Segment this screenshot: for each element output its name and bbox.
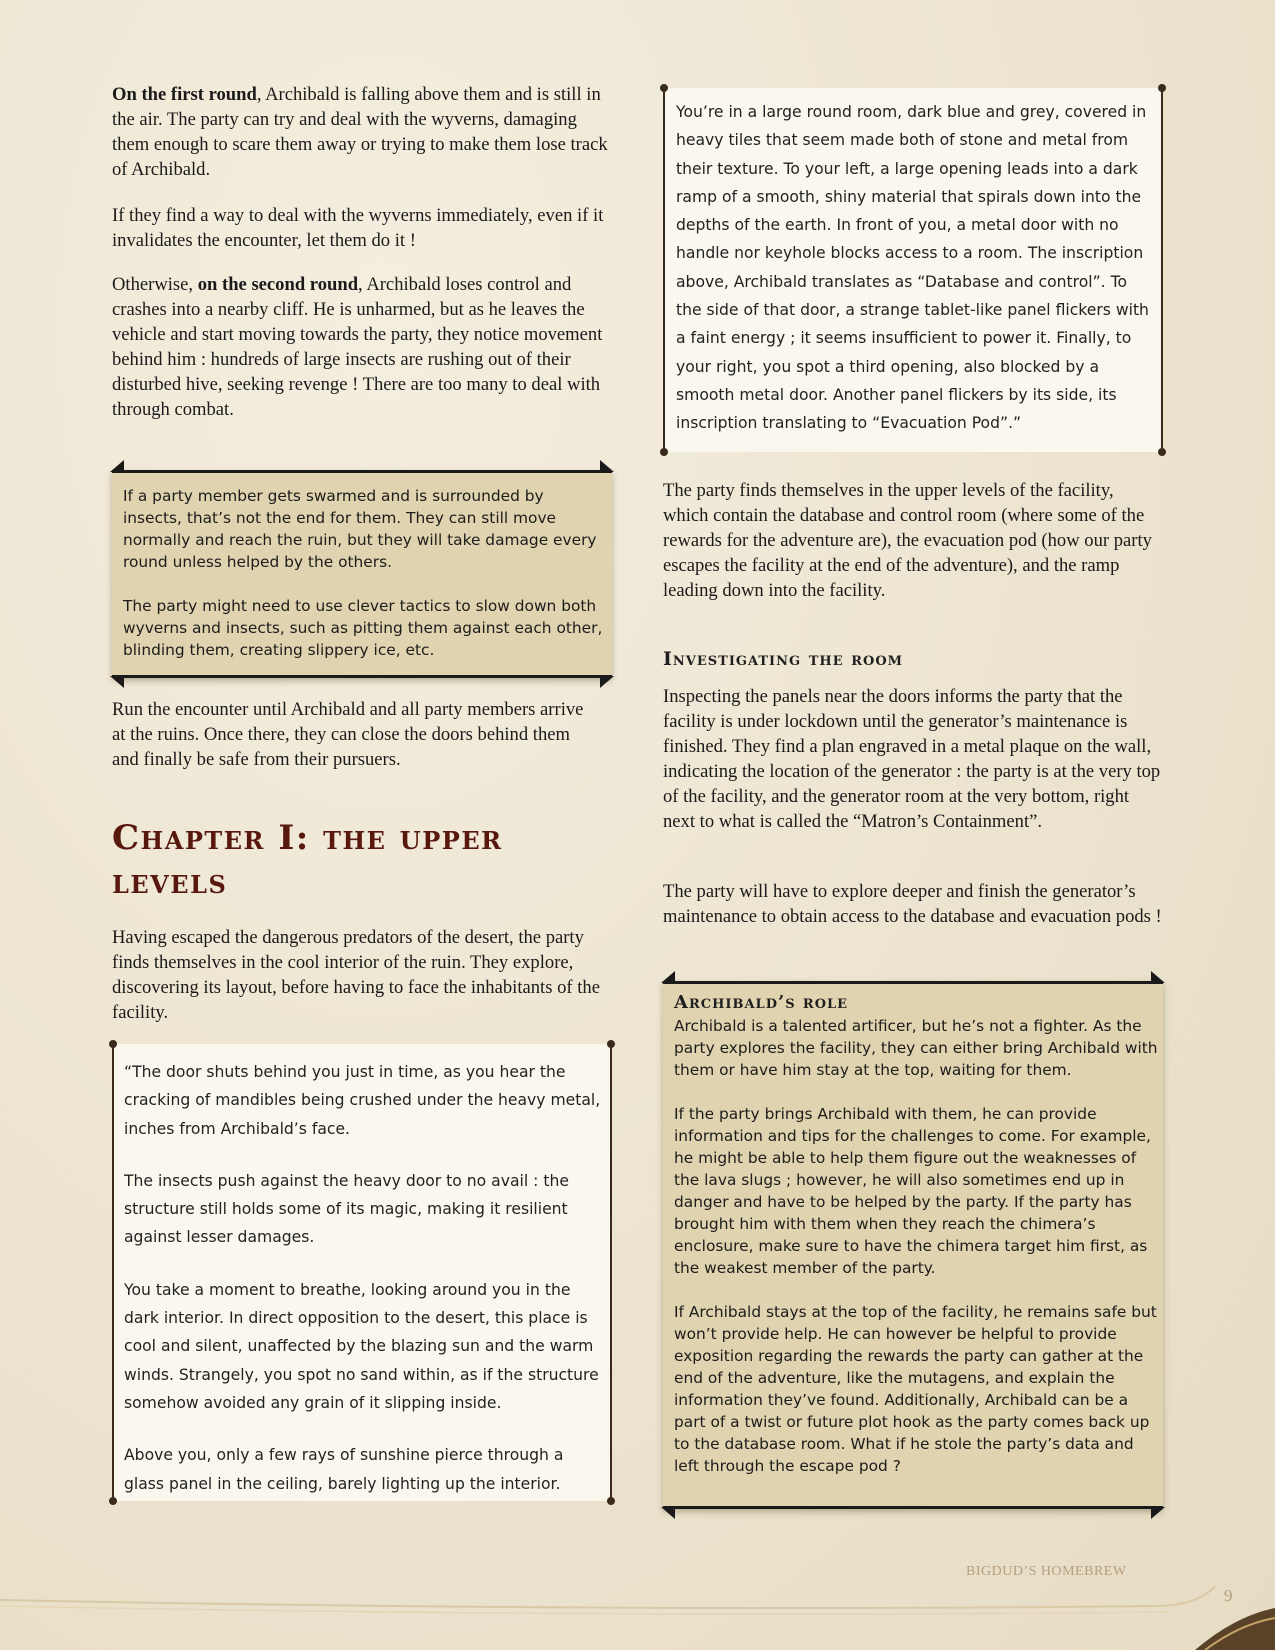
readbox-left-border	[663, 88, 665, 452]
readbox-left-border	[112, 1044, 114, 1501]
note-top-bar	[112, 470, 612, 473]
readbox-corner-dot	[660, 448, 668, 456]
note-archibald-p2: If the party brings Archibald with them, he can provide information and tips for the challenges to come. For example, he might be able to help them figure out the weaknesses of the lava slugs ; however, he will also sometimes end up in danger and have to be helped by the party. If the party has brought him with them when they reach the chimera’s enclosure, make sure to have the chimera target him first, as the weakest member of the party.	[674, 1105, 1151, 1277]
readbox-right-border	[1161, 88, 1163, 452]
paragraph-first-round	[112, 82, 612, 182]
readbox-corner-dot	[109, 1040, 117, 1048]
read-aloud-box-door	[112, 1044, 612, 1501]
readbox-door-p2: The insects push against the heavy door to no avail : the structure still holds some of its magic, making it resilient against lesser damages.	[124, 1171, 569, 1247]
note-archibald-p1: Archibald is a talented artificer, but he’s not a fighter. As the party explores the facility, they can either bring Archibald with them or have him stay at the top, waiting for them.	[674, 1017, 1158, 1079]
paragraph-second-round-text: , Archibald loses control and crashes into a nearby cliff. He is unharmed, but as he leaves the vehicle and start moving towards the party, they notice movement behind him : hundreds of large insects are rushing out of their disturbed hive, seeking revenge ! There are too many to deal with through combat.	[112, 274, 603, 420]
note-corner-ornament	[110, 676, 124, 688]
note-top-bar	[663, 981, 1163, 984]
chapter-title: Chapter I: the upper levels	[112, 818, 503, 902]
readbox-door-p1: “The door shuts behind you just in time, as you hear the cracking of mandibles being crushed under the heavy metal, inches from Archibald’s face.	[124, 1063, 601, 1138]
paragraph-explore-deeper: The party will have to explore deeper and finish the generator’s maintenance to obtain access to the database and evacuation pods !	[663, 881, 1162, 927]
readbox-door-p3: You take a moment to breathe, looking around you in the dark interior. In direct opposition to the desert, this place is cool and silent, unaffected by the blazing sun and the warm winds. Strangely, you spot no sand within, as if the structure somehow avoided any grain of it slipping inside.	[124, 1280, 599, 1412]
paragraph-run-encounter: Run the encounter until Archibald and all party members arrive at the ruins. Once there, they can close the doors behind them and finally be safe from their pursuers.	[112, 699, 584, 770]
note-corner-ornament	[110, 460, 124, 472]
note-corner-ornament	[1151, 1507, 1165, 1519]
readbox-right-border	[610, 1044, 612, 1501]
read-aloud-box-room	[663, 88, 1163, 452]
paragraph-second-round	[112, 272, 612, 422]
readbox-corner-dot	[660, 84, 668, 92]
note-bottom-bar	[112, 675, 612, 678]
note-corner-ornament	[661, 1507, 675, 1519]
note-bottom-bar	[663, 1506, 1163, 1509]
readbox-corner-dot	[1158, 448, 1166, 456]
note-corner-ornament	[1151, 971, 1165, 983]
bold-first-round: On the first round	[112, 84, 257, 105]
note-swarm-p1: If a party member gets swarmed and is surrounded by insects, that’s not the end for them. They can still move normally and reach the ruin, but they will take damage every round unless helped by the others.	[123, 487, 597, 571]
readbox-corner-dot	[607, 1040, 615, 1048]
note-corner-ornament	[661, 971, 675, 983]
readbox-corner-dot	[607, 1497, 615, 1505]
note-corner-ornament	[600, 460, 614, 472]
page-number: 9	[1224, 1586, 1233, 1605]
subhead-investigating: Investigating the room	[663, 648, 904, 670]
paragraph-first-round-text: , Archibald is falling above them and is still in the air. The party can try and deal with the wyverns, damaging them enough to scare them away or trying to make them lose track of Archibald.	[112, 84, 608, 180]
readbox-room-p1: You’re in a large round room, dark blue and grey, covered in heavy tiles that seem made both of stone and metal from their texture. To your left, a large opening leads into a dark ramp of a smooth, shiny material that spirals down into the depths of the earth. In front of you, a metal door with no handle nor keyhole blocks access to a room. The inscription above, Archibald translates as “Database and control”. To the side of that door, a strange tablet-like panel flickers with a faint energy ; it seems insufficient to power it. Finally, to your right, you spot a third opening, also blocked by a smooth metal door. Another panel flickers by its side, its inscription translating to “Evacuation Pod”.”	[676, 103, 1149, 433]
paragraph-deal-immediately: If they find a way to deal with the wyverns immediately, even if it invalidates the encounter, let them do it !	[112, 205, 604, 251]
readbox-door-p4: Above you, only a few rays of sunshine pierce through a glass panel in the ceiling, barely lighting up the interior.	[124, 1446, 564, 1493]
note-swarm-p2: The party might need to use clever tactics to slow down both wyverns and insects, such as pitting them against each other, blinding them, creating slippery ice, etc.	[123, 597, 603, 659]
bold-second-round: on the second round	[197, 274, 359, 295]
paragraph-upper-levels: The party finds themselves in the upper levels of the facility, which contain the database and control room (where some of the rewards for the adventure are), the evacuation pod (how our party escapes the facility at the end of the adventure), and the ramp leading down into the facility.	[663, 480, 1152, 601]
note-box-swarm	[112, 470, 612, 678]
readbox-corner-dot	[109, 1497, 117, 1505]
footer-title: BIGDUD’S HOMEBREW	[966, 1564, 1127, 1579]
readbox-corner-dot	[1158, 84, 1166, 92]
paragraph-inspecting: Inspecting the panels near the doors informs the party that the facility is under lockdown until the generator’s maintenance is finished. They find a plan engraved in a metal plaque on the wall, indicating the location of the generator : the party is at the very top of the facility, and the generator room at the very bottom, right next to what is called the “Matron’s Containment”.	[663, 686, 1161, 832]
note-archibald-title: Archibald’s role	[674, 992, 849, 1013]
paragraph-escaped: Having escaped the dangerous predators of the desert, the party finds themselves in the cool interior of the ruin. They explore, discovering its layout, before having to face the inhabitants of the facility.	[112, 927, 600, 1023]
note-box-archibald-role	[663, 981, 1163, 1509]
paragraph-second-round-pre: Otherwise,	[112, 274, 198, 295]
note-corner-ornament	[600, 676, 614, 688]
note-archibald-p3: If Archibald stays at the top of the facility, he remains safe but won’t provide help. He can however be helpful to provide exposition regarding the rewards the party can gather at the end of the adventure, like the mutagens, and explain the information they’ve found. Additionally, Archibald can be a part of a twist or future plot hook as the party comes back up to the database room. What if he stole the party’s data and left through the escape pod ?	[674, 1303, 1157, 1475]
